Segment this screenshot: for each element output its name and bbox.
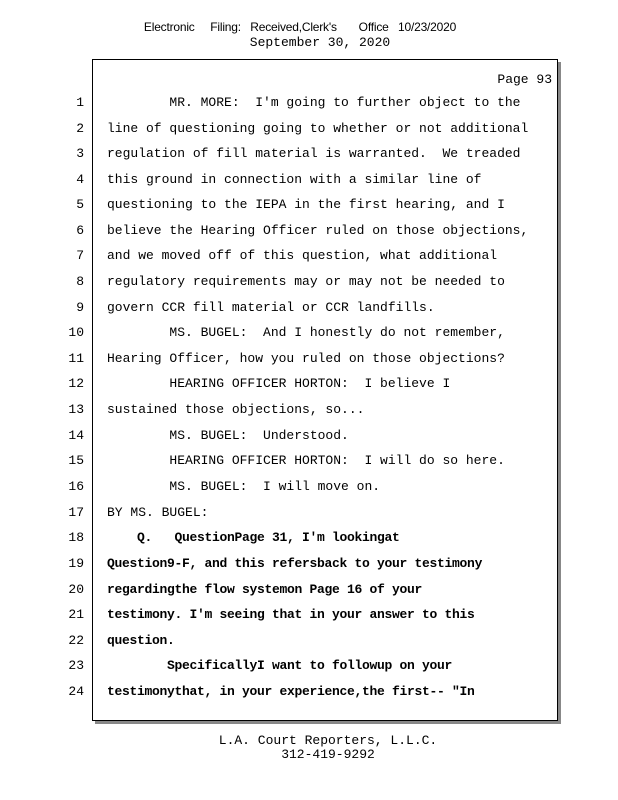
- line-number: 4: [76, 172, 84, 187]
- line-number: 18: [68, 530, 84, 545]
- page-number: Page 93: [497, 72, 552, 87]
- transcript-line: testimonythat, in your experience,the first-- "In: [107, 684, 475, 699]
- line-number: 1: [76, 95, 84, 110]
- line-number: 10: [68, 325, 84, 340]
- court-reporter-phone: 312-419-9292: [281, 747, 375, 762]
- line-number: 9: [76, 300, 84, 315]
- transcript-line: sustained those objections, so...: [107, 402, 365, 417]
- transcript-line: MR. MORE: I'm going to further object to the: [107, 95, 521, 110]
- transcript-line: line of questioning going to whether or not additional: [107, 121, 529, 136]
- transcript-line: regulatory requirements may or may not be needed to: [107, 274, 505, 289]
- transcript-date: September 30, 2020: [249, 35, 391, 50]
- line-number: 14: [68, 428, 84, 443]
- transcript-line: questioning to the IEPA in the first hearing, and I: [107, 197, 505, 212]
- line-number: 15: [68, 453, 84, 468]
- transcript-line: Hearing Officer, how you ruled on those objections?: [107, 351, 505, 366]
- line-number: 13: [68, 402, 84, 417]
- line-number: 12: [68, 376, 84, 391]
- line-number: 16: [68, 479, 84, 494]
- transcript-line: BY MS. BUGEL:: [107, 505, 209, 520]
- court-reporter-name: L.A. Court Reporters, L.L.C.: [218, 733, 438, 748]
- transcript-line: HEARING OFFICER HORTON: I will do so here.: [107, 453, 505, 468]
- line-number: 2: [76, 121, 84, 136]
- transcript-line: believe the Hearing Officer ruled on those objections,: [107, 223, 529, 238]
- transcript-line: regulation of fill material is warranted. We treaded: [107, 146, 521, 161]
- line-number: 5: [76, 197, 84, 212]
- line-number: 23: [68, 658, 84, 673]
- transcript-line: MS. BUGEL: And I honestly do not remember,: [107, 325, 505, 340]
- efiling-stamp: Electronic Filing: Received,Clerk's Office 10/23/2020: [143, 20, 457, 34]
- transcript-line: MS. BUGEL: I will move on.: [107, 479, 381, 494]
- line-number: 11: [68, 351, 84, 366]
- line-number: 20: [68, 582, 84, 597]
- line-number: 22: [68, 633, 84, 648]
- line-number: 3: [76, 146, 84, 161]
- line-number: 8: [76, 274, 84, 289]
- transcript-line: regardingthe flow systemon Page 16 of your: [107, 582, 423, 597]
- transcript-line: this ground in connection with a similar line of: [107, 172, 482, 187]
- line-number: 24: [68, 684, 84, 699]
- transcript-line: govern CCR fill material or CCR landfills.: [107, 300, 435, 315]
- transcript-line: Q. QuestionPage 31, I'm lookingat: [107, 530, 400, 545]
- line-number: 6: [76, 223, 84, 238]
- transcript-line: Question9-F, and this refersback to your testimony: [107, 556, 483, 571]
- line-number: 17: [68, 505, 84, 520]
- transcript-line: MS. BUGEL: Understood.: [107, 428, 349, 443]
- line-number: 21: [68, 607, 84, 622]
- line-number: 19: [68, 556, 84, 571]
- transcript-line: SpecificallyI want to followup on your: [107, 658, 453, 673]
- transcript-line: testimony. I'm seeing that in your answer to this: [107, 607, 475, 622]
- transcript-line: HEARING OFFICER HORTON: I believe I: [107, 376, 451, 391]
- line-number: 7: [76, 248, 84, 263]
- transcript-line: and we moved off of this question, what additional: [107, 248, 498, 263]
- transcript-line: question.: [107, 633, 175, 648]
